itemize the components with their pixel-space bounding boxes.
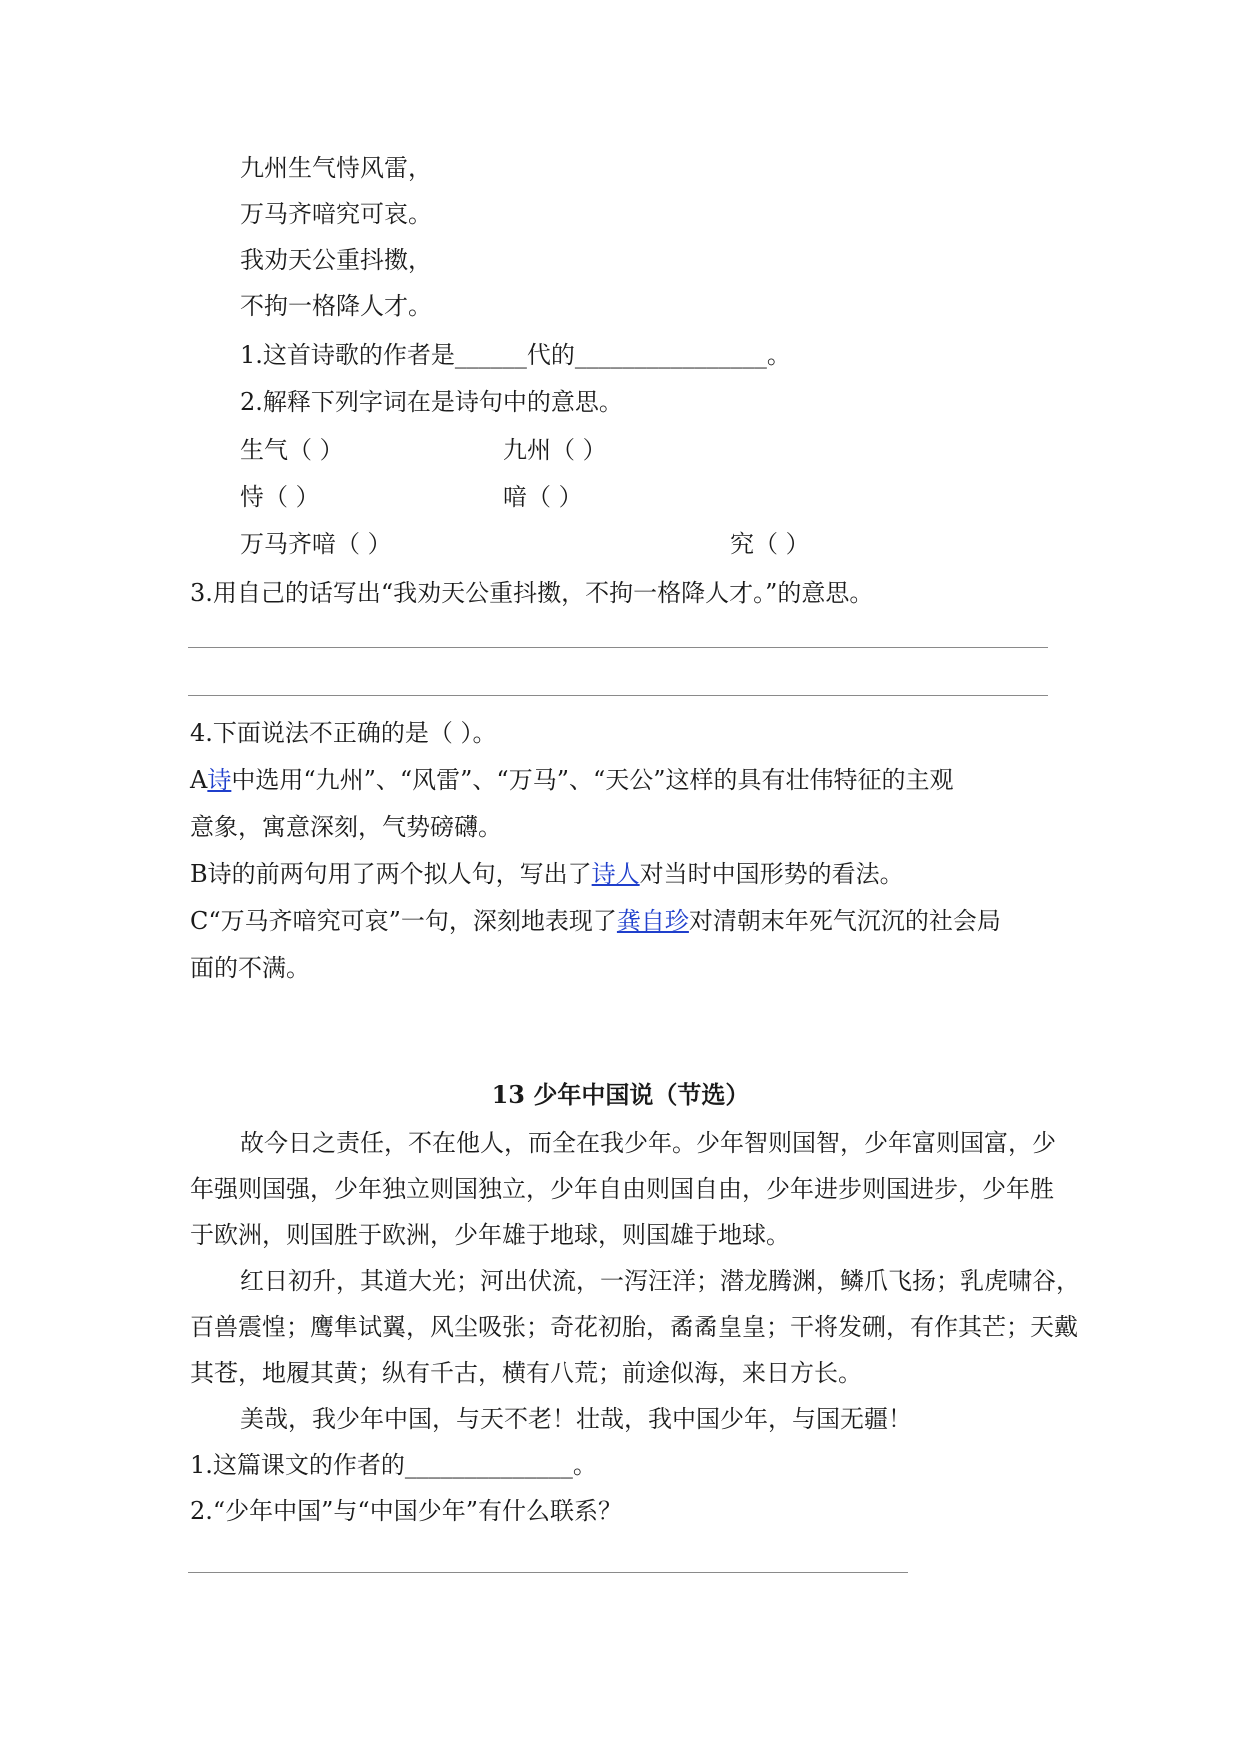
paragraph-2-line-2: 百兽震惶；鹰隼试翼，风尘吸张；奇花初胎，矞矞皇皇；干将发硎，有作其芒；天戴 (190, 1313, 1078, 1341)
paragraph-3: 美哉，我少年中国，与天不老！壮哉，我中国少年，与国无疆！ (240, 1405, 912, 1433)
term-shi: 恃（ ） (240, 483, 320, 511)
answer-line-1 (188, 647, 1048, 648)
answer-line-2 (188, 695, 1048, 696)
poem-line-4: 不拘一格降人才。 (240, 292, 432, 320)
paragraph-1-line-3: 于欧洲，则国胜于欧洲，少年雄于地球，则国雄于地球。 (190, 1221, 790, 1249)
term-jiu: 究（ ） (730, 530, 810, 558)
section-title: 13 少年中国说（节选） (491, 1080, 750, 1109)
option-c-rest: 对清朝末年死气沉沉的社会局 (688, 907, 1001, 935)
option-a-line-2: 意象，寓意深刻，气势磅礴。 (190, 813, 502, 841)
paragraph-2-line-3: 其苍，地履其黄；纵有千古，横有八荒；前途似海，来日方长。 (190, 1359, 862, 1387)
term-jiuzhou: 九州（ ） (503, 436, 607, 464)
paragraph-2-line-1: 红日初升，其道大光；河出伏流，一泻汪洋；潜龙腾渊，鳞爪飞扬；乳虎啸谷， (240, 1267, 1080, 1295)
poem-line-2: 万马齐喑究可哀。 (240, 200, 432, 228)
answer-line-3 (188, 1572, 908, 1573)
option-c-line-2: 面的不满。 (190, 954, 310, 982)
link-gongzizhen[interactable]: 龚自珍 (616, 907, 689, 935)
question-4-prompt: 4.下面说法不正确的是（ ）。 (190, 719, 497, 747)
poem-line-1: 九州生气恃风雷， (240, 154, 432, 182)
paragraph-1-line-2: 年强则国强，少年独立则国独立，少年自由则国自由，少年进步则国进步，少年胜 (190, 1175, 1054, 1203)
option-b-text: B诗的前两句用了两个拟人句，写出了 (190, 860, 592, 888)
option-b-rest: 对当时中国形势的看法。 (639, 860, 904, 888)
option-a (190, 765, 954, 795)
section-question-1: 1.这篇课文的作者的______________。 (190, 1451, 597, 1479)
link-shi[interactable]: 诗 (207, 766, 232, 794)
paragraph-1-line-1: 故今日之责任，不在他人，而全在我少年。少年智则国智，少年富则国富，少 (240, 1129, 1056, 1157)
option-a-prefix: A (190, 766, 208, 794)
poem-line-3: 我劝天公重抖擞， (240, 246, 432, 274)
option-c (190, 906, 1001, 936)
link-shiren[interactable]: 诗人 (591, 860, 640, 888)
question-2-prompt: 2.解释下列字词在是诗句中的意思。 (240, 388, 623, 416)
section-question-2: 2.“少年中国”与“中国少年”有什么联系？ (190, 1497, 622, 1525)
term-wanmaqiyin: 万马齐喑（ ） (240, 530, 392, 558)
question-1-author: 1.这首诗歌的作者是______代的________________。 (240, 341, 791, 369)
option-b (190, 859, 904, 889)
question-3-prompt: 3.用自己的话写出“我劝天公重抖擞，不拘一格降人才。”的意思。 (190, 579, 874, 607)
term-yin: 喑（ ） (503, 483, 583, 511)
option-c-text: C“万马齐喑究可哀”一句，深刻地表现了 (190, 907, 617, 935)
term-shengqi: 生气（ ） (240, 436, 344, 464)
option-a-text: 中选用“九州”、“风雷”、“万马”、“天公”这样的具有壮伟特征的主观 (231, 766, 954, 794)
